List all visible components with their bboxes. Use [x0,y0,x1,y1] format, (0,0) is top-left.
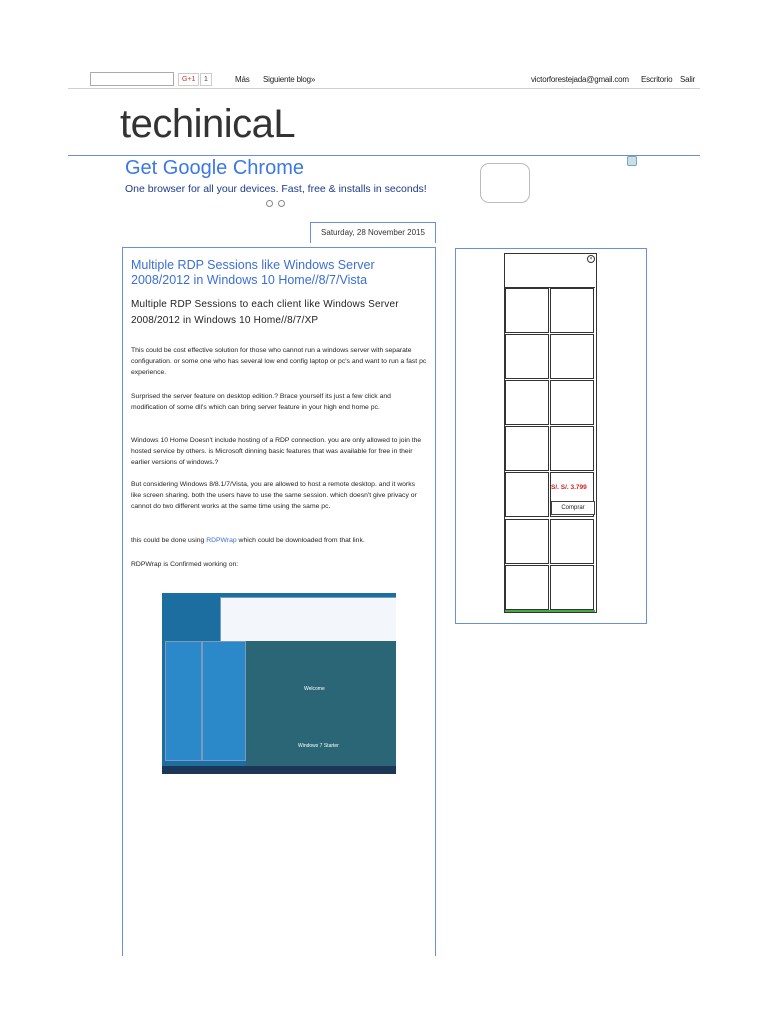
screenshot-brand-suffix: Starter [323,743,339,749]
ad-carousel-dot[interactable] [278,200,285,207]
navbar-search-input[interactable] [90,72,174,86]
product-cell[interactable] [505,334,549,379]
product-cell[interactable] [550,519,594,564]
screenshot-window [220,597,396,645]
nav-logout-link[interactable]: Salir [680,75,696,84]
nav-desk-link[interactable]: Escritorio [641,75,673,84]
post-link-prefix: this could be done using [131,537,207,544]
close-icon[interactable]: × [587,255,595,263]
post-paragraph: Surprised the server feature on desktop edition.? Brace yourself its just a few click and modification of some dll's which can bring server feature in your high end home pc. [131,393,391,411]
product-cell[interactable] [550,288,594,333]
ad-carousel-dot[interactable] [266,200,273,207]
product-cell[interactable] [550,565,594,610]
product-cell[interactable] [505,380,549,425]
post-link-suffix: which could be downloaded from that link. [236,537,365,544]
nav-next-blog-link[interactable]: Siguiente blog» [263,75,316,84]
screenshot-brand-text [298,743,339,749]
gplus-button[interactable]: G+1 [178,73,199,86]
post-date: Saturday, 28 November 2015 [310,222,436,243]
post-title-link[interactable]: Multiple RDP Sessions like Windows Server 2008/2012 in Windows 10 Home//8/7/Vista [131,258,375,287]
product-cell[interactable] [550,380,594,425]
post-paragraph [131,535,427,546]
ad-title-link[interactable]: Get Google Chrome [125,157,304,179]
screenshot-taskbar [162,766,396,774]
product-price: S/. S/. 3.799 [551,484,587,491]
screenshot-window [165,641,202,761]
screenshot-welcome-text: Welcome [304,686,325,692]
ad-description: One browser for all your devices. Fast, free & installs in seconds! [125,183,427,195]
ad-info-icon[interactable] [627,156,637,166]
header-divider [68,155,700,156]
nav-more-link[interactable]: Más [235,75,250,84]
post-paragraph: This could be cost effective solution for those who cannot run a windows server with separate configuration. or some one who has several low end config laptop or pc's and want to run a fast pc experience. [131,347,427,376]
product-grid-header [504,253,595,288]
navbar-divider [68,88,700,89]
product-cell[interactable] [505,288,549,333]
nav-user-email: victorforestejada@gmail.com [531,75,629,84]
ad-button[interactable] [480,163,530,203]
post-paragraph: But considering Windows 8/8.1/7/Vista, you are allowed to host a remote desktop. and it works like screen sharing. both the users have to use the same session. which doesn't give privacy or cannot do two different works at the same time using the same pc. [131,481,417,510]
post-paragraph: RDPWrap is Confirmed working on: [131,561,239,568]
buy-button[interactable]: Comprar [551,501,595,515]
screenshot-brand: Windows 7 [298,743,323,749]
product-grid-footer [505,610,595,612]
product-cell[interactable] [550,426,594,471]
product-cell[interactable] [505,519,549,564]
post-subtitle: Multiple RDP Sessions to each client like Windows Server 2008/2012 in Windows 10 Home//8/7/XP [131,299,399,326]
screenshot-window [202,641,246,761]
post-screenshot-image [162,593,396,774]
product-cell[interactable] [505,565,549,610]
rdpwrap-link[interactable]: RDPWrap [206,537,237,544]
product-cell[interactable] [550,334,594,379]
gplus-count: 1 [200,73,212,86]
blog-title[interactable]: techinicaL [120,102,296,146]
post-paragraph: Windows 10 Home Doesn't include hosting of a RDP connection. you are only allowed to join the hosted service by others. is Microsoft dinning basic features that was available for free in their earlier versions of windows.? [131,437,422,466]
product-cell[interactable] [505,426,549,471]
product-cell[interactable] [505,472,549,517]
